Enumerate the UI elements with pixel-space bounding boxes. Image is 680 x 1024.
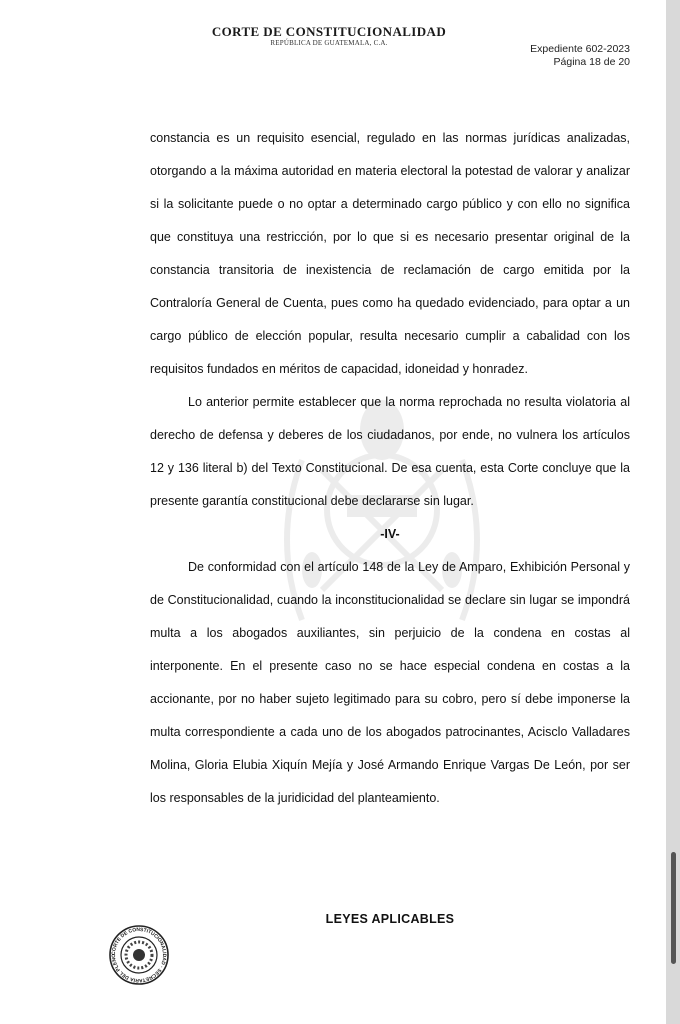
- court-subtitle: REPÚBLICA DE GUATEMALA, C.A.: [270, 39, 388, 47]
- case-info: [530, 43, 630, 69]
- document-body: [150, 122, 630, 815]
- court-stamp-seal: [108, 924, 170, 986]
- expediente-number: Expediente 602-2023: [530, 43, 630, 55]
- paragraph-2: Lo anterior permite establecer que la norma reprochada no resulta violatoria al derecho de defensa y deberes de los ciudadanos, por ende, no vulnera los artículos 12 y 136 literal b) del Texto Constitucional. De esa cuenta, esta Corte concluye que la presente garantía constitucional debe declararse sin lugar.: [150, 395, 630, 508]
- section-heading: -IV-: [380, 527, 400, 541]
- paragraph-3: De conformidad con el artículo 148 de la Ley de Amparo, Exhibición Personal y de Constitucionalidad, cuando la inconstitucionalidad se declare sin lugar se impondrá multa a los abogados auxiliantes, sin perjuicio de la condena en costas al interponente. En el presente caso no se hace especial condena en costas a la accionante, por no haber sujeto legitimado para su cobro, pero sí debe imponerse la multa correspondiente a cada uno de los abogados patrocinantes, Acisclo Valladares Molina, Gloria Elubia Xiquín Mejía y José Armando Enrique Vargas De León, por ser los responsables de la juridicidad del planteamiento.: [150, 560, 630, 805]
- scrollbar-thumb[interactable]: [671, 852, 676, 964]
- stamp-ring-text: CORTE DE CONSTITUCIONALIDAD · SECRETARÍA DEL PLENO: [110, 926, 168, 984]
- scrollbar[interactable]: [666, 0, 680, 1024]
- court-title: CORTE DE CONSTITUCIONALIDAD: [211, 24, 447, 39]
- paragraph-1: constancia es un requisito esencial, regulado en las normas jurídicas analizadas, otorgando a la máxima autoridad en materia electoral la potestad de valorar y analizar si la solicitante puede o no optar a determinado cargo público y con ello no significa que constituya una restricción, por lo que si es necesario presentar original de la constancia transitoria de inexistencia de reclamación de cargo emitida por la Contraloría General de Cuenta, pues como ha quedado evidenciado, para optar a un cargo público de elección popular, resulta necesario cumplir a cabalidad con los requisitos fundados en méritos de capacidad, idoneidad y honradez.: [150, 131, 630, 376]
- page-number: Página 18 de 20: [553, 56, 630, 68]
- laws-heading: LEYES APLICABLES: [325, 912, 455, 926]
